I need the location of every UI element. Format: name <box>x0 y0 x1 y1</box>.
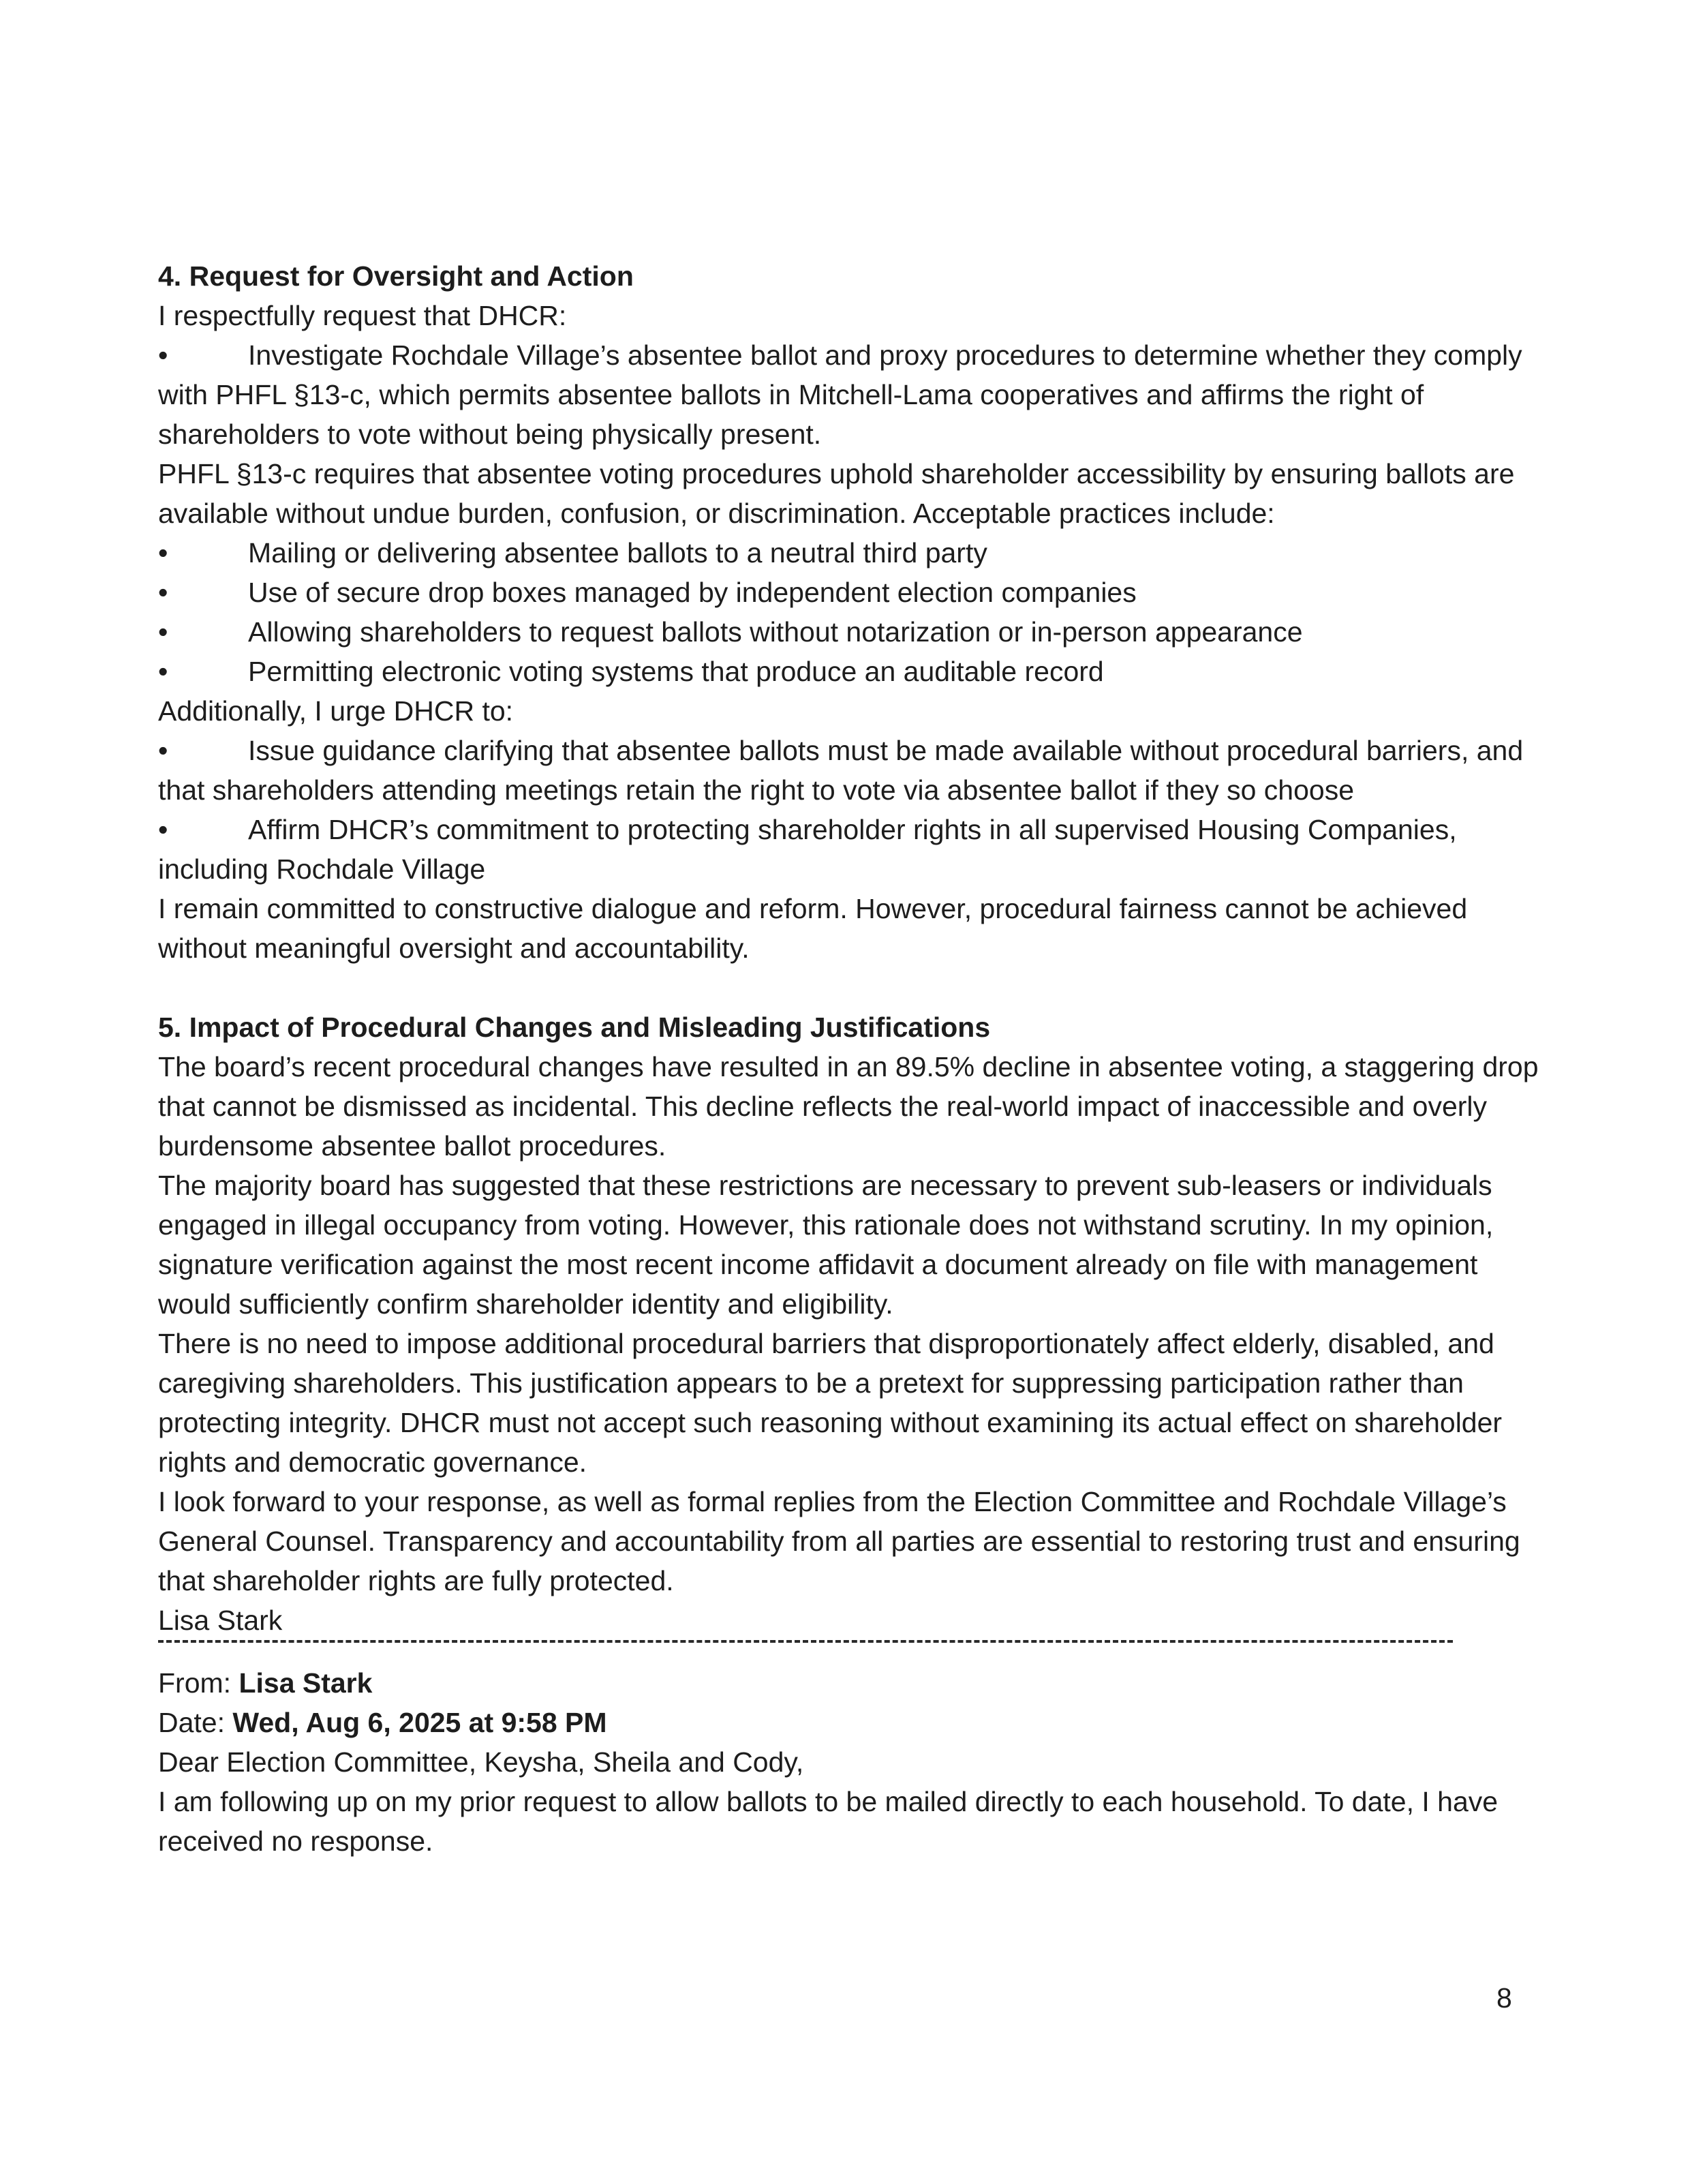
bullet-text: Allowing shareholders to request ballots without notarization or in-person appearance <box>248 616 1303 648</box>
bullet-text: Investigate Rochdale Village’s absentee ballot and proxy procedures to determine whether they comply with PHFL §13-c, which permits absentee ballots in Mitchell-Lama cooperatives and affirms the right of shareholders to vote without being physically present. <box>158 339 1522 450</box>
bullet-text: Mailing or delivering absentee ballots to a neutral third party <box>248 537 987 568</box>
list-item <box>158 612 1541 652</box>
list-item <box>158 652 1541 691</box>
email-from-label: From: <box>158 1667 232 1699</box>
section-5-paragraph-1: The board’s recent procedural changes have resulted in an 89.5% decline in absentee voting, a staggering drop that cannot be dismissed as incidental. This decline reflects the real-world impact of inaccessible and overly burdensome absentee ballot procedures. <box>158 1051 1539 1162</box>
document-page <box>158 256 1541 1861</box>
section-5-heading: 5. Impact of Procedural Changes and Misleading Justifications <box>158 1012 991 1043</box>
signature: Lisa Stark <box>158 1605 283 1636</box>
section-4-additionally: Additionally, I urge DHCR to: <box>158 695 514 727</box>
section-4-intro: I respectfully request that DHCR: <box>158 300 567 331</box>
bullet-text: Use of secure drop boxes managed by independent election companies <box>248 577 1137 608</box>
page-number: 8 <box>1496 1982 1512 2014</box>
section-4-heading: 4. Request for Oversight and Action <box>158 260 634 292</box>
bullet-text: Permitting electronic voting systems that produce an auditable record <box>248 656 1104 687</box>
list-item <box>158 573 1541 612</box>
email-from-value: Lisa Stark <box>239 1667 373 1699</box>
section-4-paragraph: PHFL §13-c requires that absentee voting procedures uphold shareholder accessibility by ensuring ballots are available without undue burden, confusion, or discrimination. Acceptable practices include: <box>158 458 1515 529</box>
email-date-line <box>158 1703 1541 1742</box>
section-5-paragraph-3: There is no need to impose additional procedural barriers that disproportionately affect elderly, disabled, and caregiving shareholders. This justification appears to be a pretext for suppressing participation rather than protecting integrity. DHCR must not accept such reasoning without examining its actual effect on shareholder rights and democratic governance. <box>158 1328 1503 1478</box>
list-item <box>158 731 1541 810</box>
bullet-text: Affirm DHCR’s commitment to protecting shareholder rights in all supervised Housing Companies, including Rochdale Village <box>158 814 1457 885</box>
email-date-value: Wed, Aug 6, 2025 at 9:58 PM <box>232 1707 607 1738</box>
section-4-closing: I remain committed to constructive dialogue and reform. However, procedural fairness cannot be achieved without meaningful oversight and accountability. <box>158 893 1468 964</box>
bullet-icon: • <box>158 577 168 608</box>
email-date-label: Date: <box>158 1707 225 1738</box>
bullet-text: Issue guidance clarifying that absentee ballots must be made available without procedural barriers, and that shareholders attending meetings retain the right to vote via absentee ballot if they so choose <box>158 735 1524 806</box>
bullet-icon: • <box>158 537 168 568</box>
email-from-line <box>158 1663 1541 1703</box>
dashed-divider <box>158 1640 1453 1663</box>
list-item <box>158 810 1541 889</box>
list-item <box>158 533 1541 573</box>
bullet-icon: • <box>158 814 168 845</box>
bullet-icon: • <box>158 735 168 766</box>
email-body: I am following up on my prior request to allow ballots to be mailed directly to each household. To date, I have received no response. <box>158 1786 1499 1857</box>
bullet-icon: • <box>158 616 168 648</box>
section-5-paragraph-2: The majority board has suggested that these restrictions are necessary to prevent sub-leasers or individuals engaged in illegal occupancy from voting. However, this rationale does not withstand scrutiny. In my opinion, signature verification against the most recent income affidavit a document already on file with management would sufficiently confirm shareholder identity and eligibility. <box>158 1170 1494 1320</box>
section-5-paragraph-4: I look forward to your response, as well as formal replies from the Election Committee and Rochdale Village’s General Counsel. Transparency and accountability from all parties are essential to restoring trust and ensuring that shareholder rights are fully protected. <box>158 1486 1520 1596</box>
bullet-icon: • <box>158 339 168 371</box>
bullet-icon: • <box>158 656 168 687</box>
list-item <box>158 335 1541 454</box>
email-greeting: Dear Election Committee, Keysha, Sheila and Cody, <box>158 1746 804 1778</box>
paragraph-spacer <box>158 968 1541 1007</box>
